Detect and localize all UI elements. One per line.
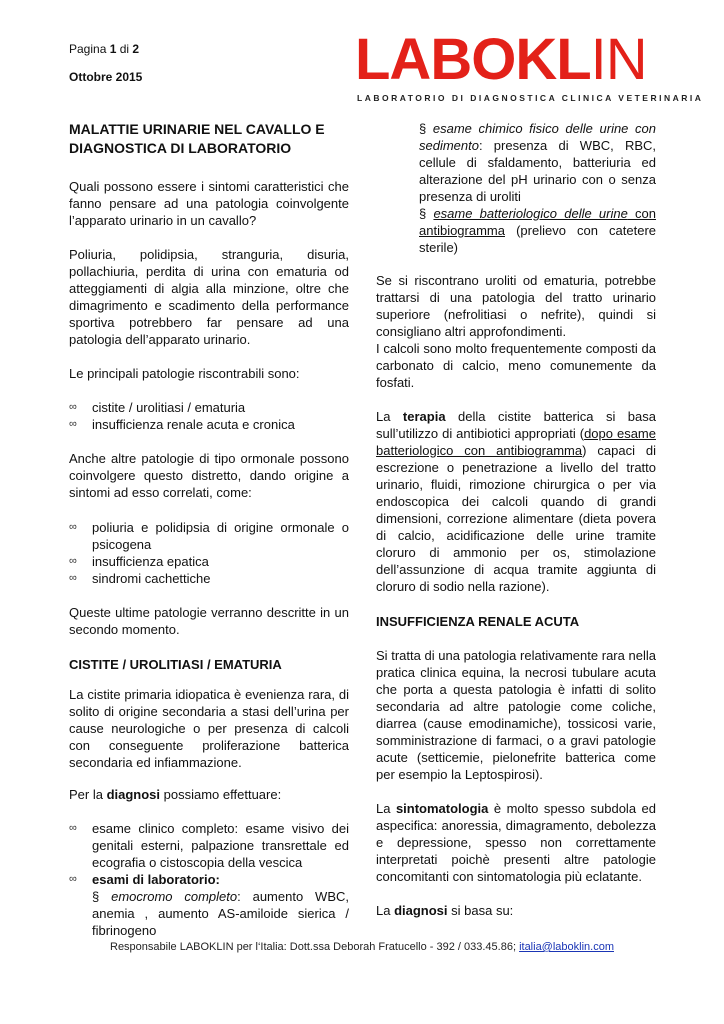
hormonal-list	[69, 519, 349, 587]
pathologies-list	[69, 399, 349, 433]
therapy-paragraph: La terapia della cistite batterica si basa sull’utilizzo di antibiotici appropriati (dopo esame batteriologico con antibiogramma) capaci di escrezione o penetrazione a livello del tratto urinario, fluidi, rimozione chirurgica o per via endoscopica dei calcoli quando di grandi dimensioni, correzione alimentare (dieta povera di calcio, acidificazione delle urine tramite cloruro di ammonio per os, stimolazione dell’assunzione di acqua tramite aggiunta di cloruro di sodio nella razione).	[376, 409, 656, 594]
diagnosis-list	[69, 820, 349, 939]
bacteriological-exam-item: § esame batteriologico delle urine con antibiogramma (prelievo con catetere sterile)	[419, 206, 657, 255]
article-title: MALATTIE URINARIE NEL CAVALLO E DIAGNOSTICA DI LABORATORIO	[69, 121, 325, 156]
symptomatology-paragraph: La sintomatologia è molto spesso subdola ed aspecifica: anoressia, dimagramento, debolezza e depressione, spesso non correttamente interpretati poichè presenti altre patologie concomitanti con sintomatologia più eclatante.	[376, 801, 656, 884]
renal-paragraph: Si tratta di una patologia relativamente rara nella pratica clinica equina, la necrosi tubulare acuta che porta a questa patologia è infatti di solito secondaria ad altre patologie come coliche, diarrea (cause emodinamiche), tossicosi varie, somministrazione di farmaci, o a gravi patologie acute (setticemie, pielonefrite batterica come per esempio la Leptospirosi).	[376, 648, 656, 782]
list-item: ∞ esame clinico completo: esame visivo dei genitali esterni, palpazione transrettale ed ecografia o cistoscopia della vescica	[69, 820, 349, 871]
laboklin-logo: LABOKLIN	[355, 27, 647, 92]
hormonal-paragraph: Anche altre patologie di tipo ormonale possono coinvolgere questo distretto, dando origine a sintomi ad esso correlati, come:	[69, 451, 349, 500]
list-item: ∞ poliuria e polidipsia di origine ormonale o psicogena	[69, 519, 349, 553]
cistite-paragraph: La cistite primaria idiopatica è evenienza rara, di solito di origine secondaria a stasi dell’urina per cause neurologiche o per presenza di calcoli con conseguente proliferazione batterica secondaria ed infiammazione.	[69, 687, 349, 770]
later-note: Queste ultime patologie verranno descritte in un secondo momento.	[69, 605, 349, 637]
diagnosis-intro: Per la diagnosi possiamo effettuare:	[69, 787, 282, 802]
logo-subtitle: LABORATORIO DI DIAGNOSTICA CLINICA VETERINARIA	[357, 93, 704, 103]
exam-items	[376, 120, 656, 256]
page-footer: Responsabile LABOKLIN per l‘Italia: Dott.ssa Deborah Fratucello - 392 / 033.45.86; italia@laboklin.com	[110, 941, 614, 953]
section-heading-cistite: CISTITE / UROLITIASI / EMATURIA	[69, 657, 282, 672]
list-item: ∞ cistite / urolitiasi / ematuria	[69, 399, 349, 416]
list-item: ∞ insufficienza epatica	[69, 553, 349, 570]
page-number: Pagina 1 di 2	[69, 42, 140, 56]
symptoms-paragraph: Poliuria, polidipsia, stranguria, disuria, pollachiuria, perdita di urina con ematuria od atteggiamenti di algia alla minzione, oltre che dimagrimento e scadimento della performance sportiva potrebbero far pensare ad una patologia dell’apparato urinario.	[69, 247, 349, 347]
left-column	[69, 120, 349, 939]
document-date: Ottobre 2015	[69, 70, 143, 84]
right-column	[376, 120, 656, 919]
diagnosis-basis: La diagnosi si basa su:	[376, 903, 514, 918]
contact-email-link[interactable]: italia@laboklin.com	[519, 941, 614, 953]
intro-question: Quali possono essere i sintomi caratteristici che fanno pensare ad una patologia coinvolgente l’apparato urinario in un cavallo?	[69, 179, 349, 228]
main-pathologies-intro: Le principali patologie riscontrabili sono:	[69, 366, 300, 381]
list-item: ∞ esami di laboratorio: § emocromo completo: aumento WBC, anemia , aumento AS-amiloide sierica / fibrinogeno	[69, 871, 349, 939]
list-item: ∞ sindromi cachettiche	[69, 570, 349, 587]
calculi-paragraph: I calcoli sono molto frequentemente composti da carbonato di calcio, meno comunemente da fosfati.	[376, 341, 656, 390]
uroliths-paragraph: Se si riscontrano uroliti od ematuria, potrebbe trattarsi di una patologia del tratto urinario superiore (nefrolitiasi o nefrite), quindi si consigliano altri approfondimenti.	[376, 273, 656, 339]
chemical-exam-item: § esame chimico fisico delle urine con sedimento: presenza di WBC, RBC, cellule di sfaldamento, batteriuria ed alterazione del pH urinario con o senza presenza di uroliti	[419, 121, 656, 204]
section-heading-renal: INSUFFICIENZA RENALE ACUTA	[376, 614, 580, 629]
list-item: ∞ insufficienza renale acuta e cronica	[69, 416, 349, 433]
